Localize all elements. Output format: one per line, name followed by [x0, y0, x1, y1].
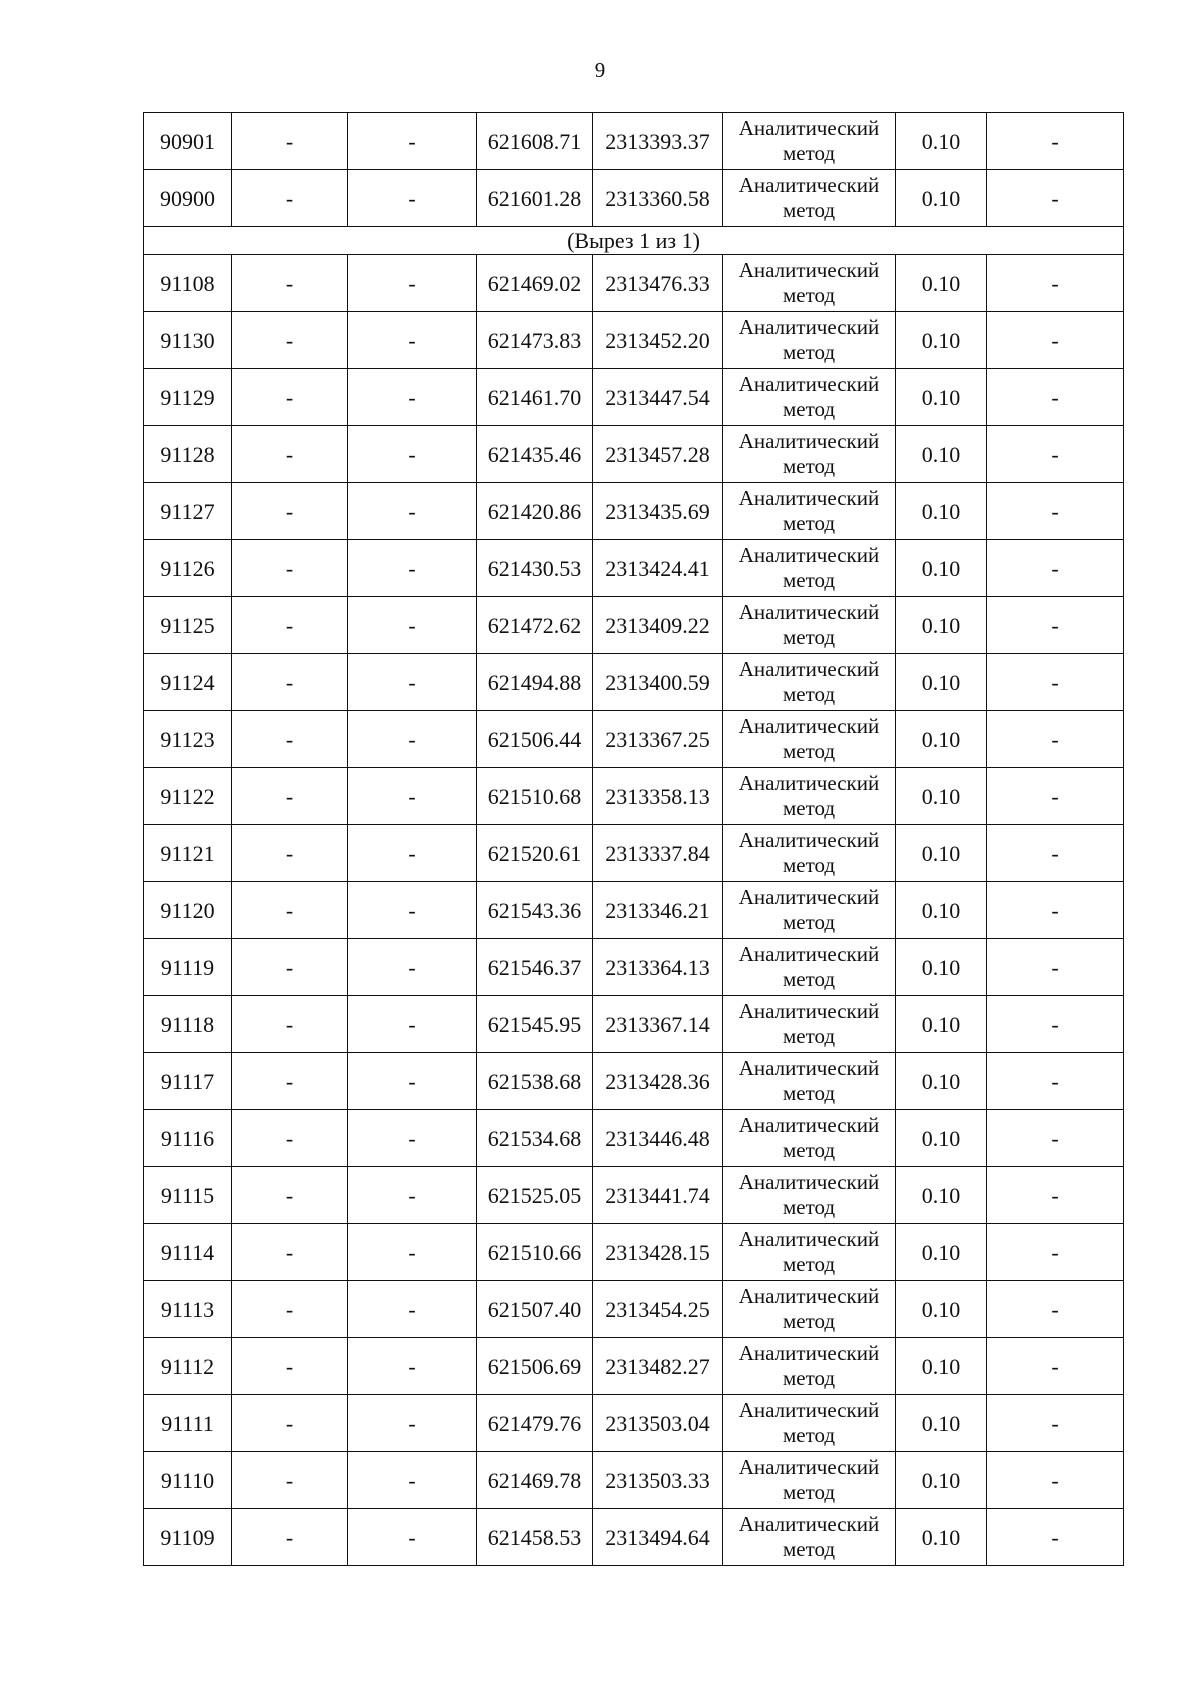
point-id-cell: 91108 [144, 255, 232, 312]
point-id-cell: 91130 [144, 312, 232, 369]
empty-value-cell: - [232, 1509, 348, 1566]
table-row [144, 1224, 1124, 1281]
accuracy-cell: 0.10 [896, 1167, 987, 1224]
table-row [144, 1452, 1124, 1509]
empty-value-cell: - [348, 255, 477, 312]
x-coordinate-cell: 621469.78 [477, 1452, 593, 1509]
empty-value-cell: - [987, 312, 1124, 369]
x-coordinate-cell: 621469.02 [477, 255, 593, 312]
x-coordinate-cell: 621534.68 [477, 1110, 593, 1167]
accuracy-cell: 0.10 [896, 996, 987, 1053]
table-row [144, 1167, 1124, 1224]
empty-value-cell: - [232, 540, 348, 597]
point-id-cell: 91118 [144, 996, 232, 1053]
empty-value-cell: - [232, 1281, 348, 1338]
accuracy-cell: 0.10 [896, 1338, 987, 1395]
point-id-cell: 91117 [144, 1053, 232, 1110]
empty-value-cell: - [348, 996, 477, 1053]
empty-value-cell: - [348, 1509, 477, 1566]
accuracy-cell: 0.10 [896, 1053, 987, 1110]
empty-value-cell: - [987, 540, 1124, 597]
page-number: 9 [594, 58, 606, 82]
x-coordinate-cell: 621506.69 [477, 1338, 593, 1395]
point-id-cell: 91109 [144, 1509, 232, 1566]
x-coordinate-cell: 621546.37 [477, 939, 593, 996]
method-cell: Аналитический метод [723, 711, 896, 768]
empty-value-cell: - [987, 768, 1124, 825]
x-coordinate-cell: 621510.66 [477, 1224, 593, 1281]
table-row [144, 768, 1124, 825]
empty-value-cell: - [987, 426, 1124, 483]
empty-value-cell: - [232, 312, 348, 369]
empty-value-cell: - [232, 170, 348, 227]
empty-value-cell: - [987, 939, 1124, 996]
empty-value-cell: - [348, 1224, 477, 1281]
accuracy-cell: 0.10 [896, 113, 987, 170]
x-coordinate-cell: 621525.05 [477, 1167, 593, 1224]
accuracy-cell: 0.10 [896, 369, 987, 426]
method-cell: Аналитический метод [723, 255, 896, 312]
empty-value-cell: - [232, 996, 348, 1053]
empty-value-cell: - [348, 540, 477, 597]
empty-value-cell: - [232, 825, 348, 882]
table-row [144, 654, 1124, 711]
accuracy-cell: 0.10 [896, 654, 987, 711]
empty-value-cell: - [987, 825, 1124, 882]
table-row [144, 540, 1124, 597]
point-id-cell: 91124 [144, 654, 232, 711]
x-coordinate-cell: 621538.68 [477, 1053, 593, 1110]
method-cell: Аналитический метод [723, 369, 896, 426]
method-cell: Аналитический метод [723, 1509, 896, 1566]
table-row [144, 1281, 1124, 1338]
y-coordinate-cell: 2313452.20 [593, 312, 723, 369]
y-coordinate-cell: 2313503.04 [593, 1395, 723, 1452]
y-coordinate-cell: 2313364.13 [593, 939, 723, 996]
coordinates-table [143, 112, 1124, 1566]
empty-value-cell: - [232, 1053, 348, 1110]
empty-value-cell: - [232, 597, 348, 654]
point-id-cell: 91110 [144, 1452, 232, 1509]
point-id-cell: 91114 [144, 1224, 232, 1281]
method-cell: Аналитический метод [723, 1110, 896, 1167]
table-body [144, 113, 1124, 1566]
empty-value-cell: - [232, 1452, 348, 1509]
accuracy-cell: 0.10 [896, 768, 987, 825]
point-id-cell: 91113 [144, 1281, 232, 1338]
accuracy-cell: 0.10 [896, 825, 987, 882]
x-coordinate-cell: 621510.68 [477, 768, 593, 825]
y-coordinate-cell: 2313441.74 [593, 1167, 723, 1224]
empty-value-cell: - [348, 939, 477, 996]
accuracy-cell: 0.10 [896, 1224, 987, 1281]
point-id-cell: 91126 [144, 540, 232, 597]
y-coordinate-cell: 2313409.22 [593, 597, 723, 654]
y-coordinate-cell: 2313367.14 [593, 996, 723, 1053]
empty-value-cell: - [348, 1281, 477, 1338]
method-cell: Аналитический метод [723, 654, 896, 711]
accuracy-cell: 0.10 [896, 1395, 987, 1452]
table-row [144, 113, 1124, 170]
empty-value-cell: - [232, 369, 348, 426]
empty-value-cell: - [348, 369, 477, 426]
method-cell: Аналитический метод [723, 1224, 896, 1281]
empty-value-cell: - [348, 825, 477, 882]
table-row [144, 170, 1124, 227]
section-row [144, 227, 1124, 255]
x-coordinate-cell: 621458.53 [477, 1509, 593, 1566]
empty-value-cell: - [987, 369, 1124, 426]
y-coordinate-cell: 2313428.15 [593, 1224, 723, 1281]
point-id-cell: 91119 [144, 939, 232, 996]
method-cell: Аналитический метод [723, 825, 896, 882]
x-coordinate-cell: 621506.44 [477, 711, 593, 768]
accuracy-cell: 0.10 [896, 483, 987, 540]
table-row [144, 882, 1124, 939]
y-coordinate-cell: 2313454.25 [593, 1281, 723, 1338]
table-row [144, 369, 1124, 426]
table-row [144, 1395, 1124, 1452]
method-cell: Аналитический метод [723, 113, 896, 170]
empty-value-cell: - [987, 1509, 1124, 1566]
y-coordinate-cell: 2313447.54 [593, 369, 723, 426]
empty-value-cell: - [987, 483, 1124, 540]
empty-value-cell: - [232, 654, 348, 711]
empty-value-cell: - [232, 1167, 348, 1224]
empty-value-cell: - [232, 768, 348, 825]
y-coordinate-cell: 2313457.28 [593, 426, 723, 483]
empty-value-cell: - [987, 170, 1124, 227]
x-coordinate-cell: 621461.70 [477, 369, 593, 426]
accuracy-cell: 0.10 [896, 597, 987, 654]
method-cell: Аналитический метод [723, 882, 896, 939]
empty-value-cell: - [232, 882, 348, 939]
accuracy-cell: 0.10 [896, 939, 987, 996]
x-coordinate-cell: 621479.76 [477, 1395, 593, 1452]
empty-value-cell: - [987, 113, 1124, 170]
empty-value-cell: - [987, 711, 1124, 768]
table-row [144, 1110, 1124, 1167]
empty-value-cell: - [987, 654, 1124, 711]
accuracy-cell: 0.10 [896, 312, 987, 369]
accuracy-cell: 0.10 [896, 540, 987, 597]
empty-value-cell: - [232, 1110, 348, 1167]
method-cell: Аналитический метод [723, 1053, 896, 1110]
table-row [144, 1053, 1124, 1110]
method-cell: Аналитический метод [723, 1338, 896, 1395]
table-row [144, 483, 1124, 540]
empty-value-cell: - [232, 711, 348, 768]
empty-value-cell: - [987, 1053, 1124, 1110]
accuracy-cell: 0.10 [896, 426, 987, 483]
x-coordinate-cell: 621435.46 [477, 426, 593, 483]
method-cell: Аналитический метод [723, 170, 896, 227]
empty-value-cell: - [348, 170, 477, 227]
empty-value-cell: - [987, 1281, 1124, 1338]
y-coordinate-cell: 2313476.33 [593, 255, 723, 312]
empty-value-cell: - [232, 1224, 348, 1281]
point-id-cell: 91125 [144, 597, 232, 654]
empty-value-cell: - [348, 882, 477, 939]
method-cell: Аналитический метод [723, 426, 896, 483]
empty-value-cell: - [348, 1395, 477, 1452]
x-coordinate-cell: 621507.40 [477, 1281, 593, 1338]
y-coordinate-cell: 2313494.64 [593, 1509, 723, 1566]
method-cell: Аналитический метод [723, 939, 896, 996]
x-coordinate-cell: 621543.36 [477, 882, 593, 939]
empty-value-cell: - [232, 426, 348, 483]
empty-value-cell: - [232, 939, 348, 996]
y-coordinate-cell: 2313346.21 [593, 882, 723, 939]
empty-value-cell: - [348, 768, 477, 825]
x-coordinate-cell: 621545.95 [477, 996, 593, 1053]
y-coordinate-cell: 2313393.37 [593, 113, 723, 170]
empty-value-cell: - [232, 483, 348, 540]
point-id-cell: 91127 [144, 483, 232, 540]
point-id-cell: 91123 [144, 711, 232, 768]
method-cell: Аналитический метод [723, 597, 896, 654]
accuracy-cell: 0.10 [896, 711, 987, 768]
x-coordinate-cell: 621494.88 [477, 654, 593, 711]
method-cell: Аналитический метод [723, 768, 896, 825]
empty-value-cell: - [987, 1452, 1124, 1509]
section-title: (Вырез 1 из 1) [144, 227, 1124, 255]
x-coordinate-cell: 621520.61 [477, 825, 593, 882]
table-row [144, 426, 1124, 483]
empty-value-cell: - [348, 654, 477, 711]
empty-value-cell: - [348, 597, 477, 654]
accuracy-cell: 0.10 [896, 882, 987, 939]
point-id-cell: 91129 [144, 369, 232, 426]
empty-value-cell: - [348, 483, 477, 540]
accuracy-cell: 0.10 [896, 1509, 987, 1566]
empty-value-cell: - [348, 1338, 477, 1395]
table-row [144, 939, 1124, 996]
y-coordinate-cell: 2313400.59 [593, 654, 723, 711]
y-coordinate-cell: 2313482.27 [593, 1338, 723, 1395]
x-coordinate-cell: 621601.28 [477, 170, 593, 227]
y-coordinate-cell: 2313367.25 [593, 711, 723, 768]
empty-value-cell: - [232, 113, 348, 170]
point-id-cell: 91121 [144, 825, 232, 882]
accuracy-cell: 0.10 [896, 170, 987, 227]
empty-value-cell: - [987, 1224, 1124, 1281]
x-coordinate-cell: 621473.83 [477, 312, 593, 369]
empty-value-cell: - [987, 1167, 1124, 1224]
table-row [144, 711, 1124, 768]
point-id-cell: 90901 [144, 113, 232, 170]
table-row [144, 1509, 1124, 1566]
empty-value-cell: - [348, 426, 477, 483]
point-id-cell: 91112 [144, 1338, 232, 1395]
x-coordinate-cell: 621608.71 [477, 113, 593, 170]
y-coordinate-cell: 2313337.84 [593, 825, 723, 882]
table-row [144, 825, 1124, 882]
empty-value-cell: - [987, 255, 1124, 312]
point-id-cell: 91120 [144, 882, 232, 939]
y-coordinate-cell: 2313360.58 [593, 170, 723, 227]
point-id-cell: 91122 [144, 768, 232, 825]
accuracy-cell: 0.10 [896, 1452, 987, 1509]
method-cell: Аналитический метод [723, 483, 896, 540]
empty-value-cell: - [987, 1338, 1124, 1395]
y-coordinate-cell: 2313446.48 [593, 1110, 723, 1167]
table-row [144, 255, 1124, 312]
x-coordinate-cell: 621420.86 [477, 483, 593, 540]
method-cell: Аналитический метод [723, 1452, 896, 1509]
point-id-cell: 91128 [144, 426, 232, 483]
accuracy-cell: 0.10 [896, 255, 987, 312]
y-coordinate-cell: 2313424.41 [593, 540, 723, 597]
empty-value-cell: - [232, 1395, 348, 1452]
method-cell: Аналитический метод [723, 1395, 896, 1452]
empty-value-cell: - [987, 1110, 1124, 1167]
method-cell: Аналитический метод [723, 1167, 896, 1224]
empty-value-cell: - [348, 312, 477, 369]
x-coordinate-cell: 621472.62 [477, 597, 593, 654]
empty-value-cell: - [348, 1110, 477, 1167]
method-cell: Аналитический метод [723, 540, 896, 597]
y-coordinate-cell: 2313503.33 [593, 1452, 723, 1509]
accuracy-cell: 0.10 [896, 1110, 987, 1167]
point-id-cell: 90900 [144, 170, 232, 227]
empty-value-cell: - [348, 711, 477, 768]
empty-value-cell: - [987, 996, 1124, 1053]
y-coordinate-cell: 2313435.69 [593, 483, 723, 540]
empty-value-cell: - [348, 1452, 477, 1509]
y-coordinate-cell: 2313358.13 [593, 768, 723, 825]
accuracy-cell: 0.10 [896, 1281, 987, 1338]
table-row [144, 1338, 1124, 1395]
empty-value-cell: - [987, 882, 1124, 939]
point-id-cell: 91115 [144, 1167, 232, 1224]
x-coordinate-cell: 621430.53 [477, 540, 593, 597]
empty-value-cell: - [348, 1167, 477, 1224]
method-cell: Аналитический метод [723, 312, 896, 369]
point-id-cell: 91116 [144, 1110, 232, 1167]
table-row [144, 996, 1124, 1053]
empty-value-cell: - [987, 597, 1124, 654]
empty-value-cell: - [348, 1053, 477, 1110]
y-coordinate-cell: 2313428.36 [593, 1053, 723, 1110]
method-cell: Аналитический метод [723, 1281, 896, 1338]
empty-value-cell: - [232, 255, 348, 312]
point-id-cell: 91111 [144, 1395, 232, 1452]
empty-value-cell: - [987, 1395, 1124, 1452]
empty-value-cell: - [232, 1338, 348, 1395]
table-row [144, 597, 1124, 654]
empty-value-cell: - [348, 113, 477, 170]
method-cell: Аналитический метод [723, 996, 896, 1053]
table-row [144, 312, 1124, 369]
